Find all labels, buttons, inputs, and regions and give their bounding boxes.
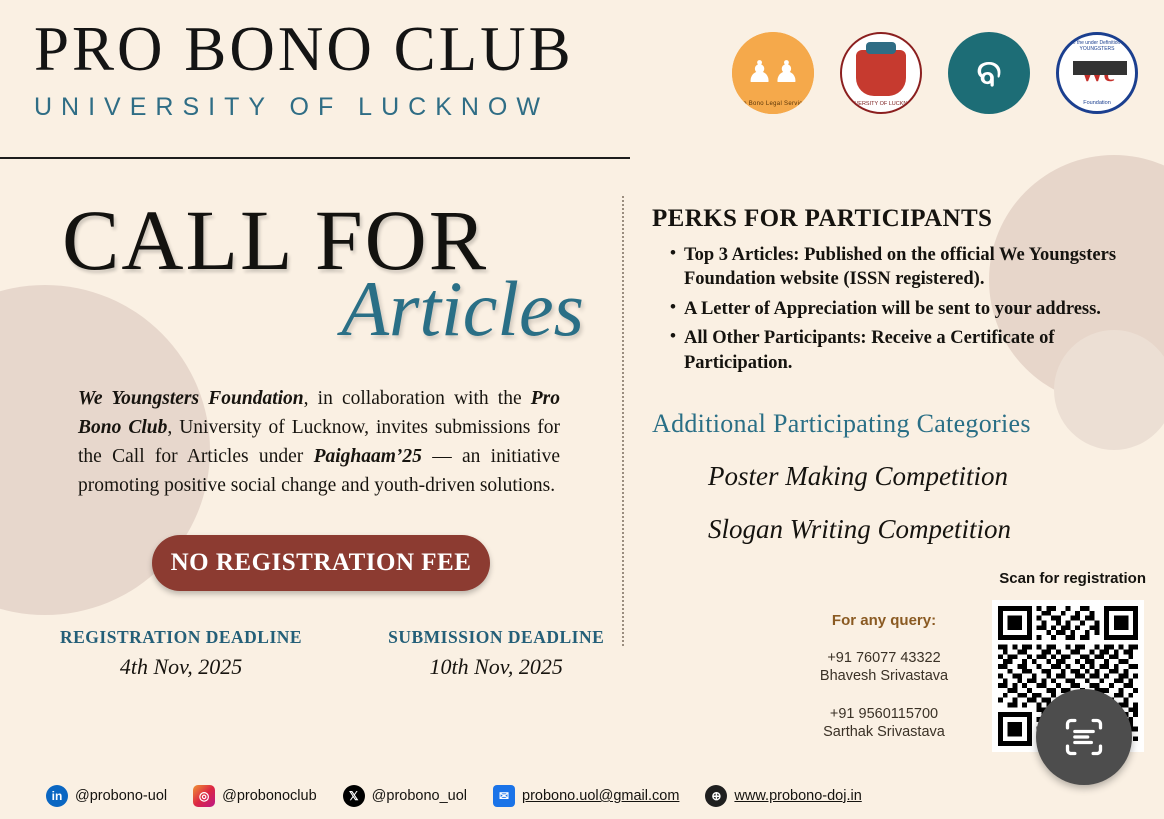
poster-header: [0, 0, 1164, 160]
contact-2-name: Sarthak Srivastava: [823, 724, 945, 741]
footer-social-bar: [0, 773, 1164, 819]
university-of-lucknow-logo: [840, 32, 922, 114]
deadlines-row: [60, 627, 620, 680]
brand-title-block: [34, 14, 574, 122]
page-title: PRO BONO CLUB: [34, 14, 574, 84]
submission-deadline-date: 10th Nov, 2025: [429, 653, 563, 679]
header-divider: [0, 157, 630, 159]
website-url[interactable]: www.probono-doj.in: [734, 788, 862, 804]
pro-bono-legal-services-logo-text: Pro Bono Legal Services: [736, 101, 810, 107]
intro-text-3: — an initiative promoting positive social change and youth-driven solutions.: [78, 446, 560, 497]
contact-1: [794, 649, 974, 685]
we-youngsters-foundation-logo: [1056, 32, 1138, 114]
lu-monogram-mark: ବ: [976, 52, 1002, 93]
contact-2-phone: +91 9560115700: [829, 706, 939, 723]
perks-list: [670, 243, 1152, 375]
intro-paragraph: [78, 384, 560, 501]
registration-deadline: [60, 627, 302, 680]
category-poster-making: Poster Making Competition: [708, 461, 1008, 492]
org-name: We Youngsters Foundation: [78, 387, 304, 409]
list-item: • All Other Participants: Receive a Certificate of Participation.: [670, 326, 1152, 375]
social-x-twitter[interactable]: [343, 785, 467, 807]
contact-2: [794, 705, 974, 741]
left-column: [0, 170, 620, 680]
hero-line-1: CALL FOR: [62, 192, 489, 288]
x-twitter-icon: 𝕏: [343, 785, 365, 807]
categories-title: Additional Participating Categories: [652, 409, 1031, 439]
scan-document-button[interactable]: [1036, 689, 1132, 785]
perks-title: PERKS FOR PARTICIPANTS: [652, 205, 993, 232]
email-icon: ✉: [493, 785, 515, 807]
website-link[interactable]: [705, 785, 861, 807]
query-contacts: [794, 612, 974, 742]
query-title: For any query:: [831, 612, 937, 629]
intro-text-2: , University of Lucknow, invites submissions for the Call for Articles under: [78, 416, 561, 468]
social-instagram-handle: @probonoclub: [222, 788, 317, 804]
page-subtitle: UNIVERSITY OF LUCKNOW: [34, 93, 549, 121]
submission-deadline: [388, 627, 604, 680]
hero-line-2: Articles: [341, 264, 584, 352]
logo-row: [732, 32, 1138, 114]
social-linkedin-handle: @probono-uol: [75, 788, 168, 804]
right-column: [652, 205, 1152, 545]
category-slogan-writing: Slogan Writing Competition: [708, 514, 1012, 545]
registration-deadline-label: REGISTRATION DEADLINE: [60, 626, 303, 647]
we-logo-bottom-text: Foundation: [1083, 100, 1111, 106]
no-registration-fee-badge: NO REGISTRATION FEE: [152, 535, 490, 591]
university-of-lucknow-logo-text: UNIVERSITY OF LUCKNOW: [845, 101, 917, 107]
list-item: • A Letter of Appreciation will be sent to your address.: [670, 297, 1152, 321]
initiative-name: Paighaam’25: [313, 446, 422, 468]
scan-for-registration-label: Scan for registration: [999, 570, 1146, 587]
list-item: • Top 3 Articles: Published on the official We Youngsters Foundation website (ISSN registered).: [670, 243, 1152, 292]
intro-text-1: , in collaboration with the: [303, 387, 531, 409]
contact-email[interactable]: [493, 785, 679, 807]
instagram-icon: ◎: [193, 785, 215, 807]
we-logo-top-text: We the under Definition of YOUNGSTERS: [1068, 40, 1126, 52]
social-instagram[interactable]: [193, 785, 317, 807]
pro-bono-legal-services-logo: ♟♟ Pro Bono Legal Services: [732, 32, 814, 114]
contact-1-phone: +91 76077 43322: [827, 650, 941, 666]
lu-monogram-logo: [948, 32, 1030, 114]
submission-deadline-label: SUBMISSION DEADLINE: [388, 626, 605, 647]
social-linkedin[interactable]: [46, 785, 167, 807]
vertical-divider: [622, 196, 624, 646]
registration-deadline-date: 4th Nov, 2025: [119, 653, 243, 679]
contact-email-address[interactable]: probono.uol@gmail.com: [522, 788, 680, 804]
linkedin-icon: in: [46, 785, 68, 807]
contact-1-name: Bhavesh Srivastava: [819, 668, 949, 685]
globe-icon: ⊕: [705, 785, 727, 807]
scan-icon: [1062, 715, 1106, 759]
social-x-handle: @probono_uol: [371, 788, 468, 804]
club-name: Pro Bono Club: [78, 387, 560, 438]
